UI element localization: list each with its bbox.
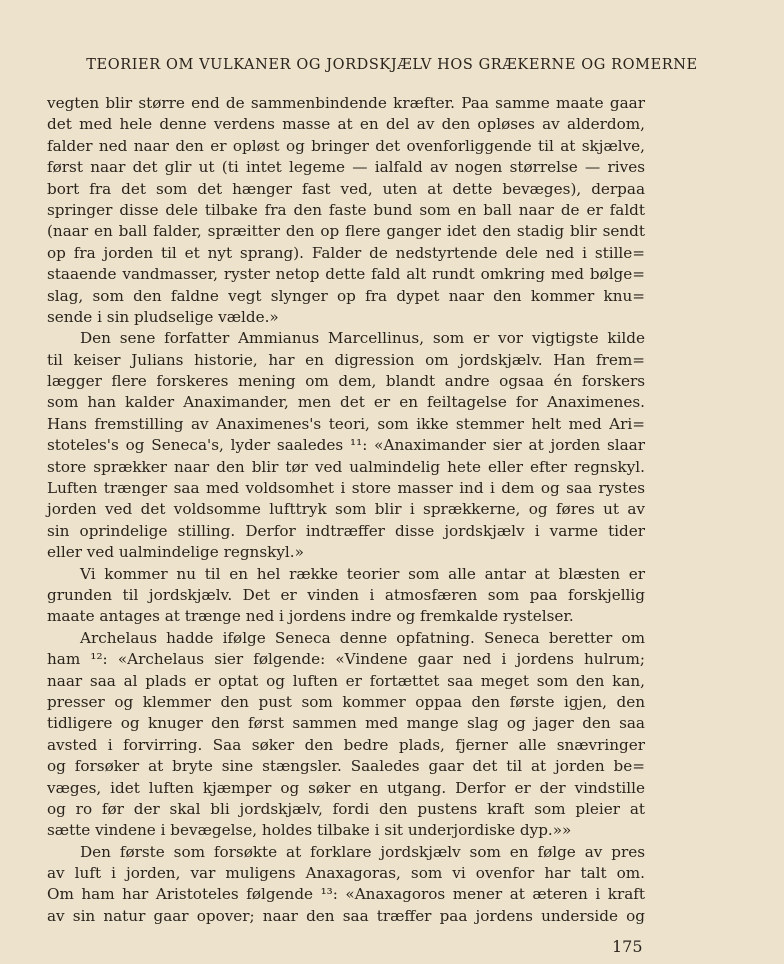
text-line: og forsøker at bryte sine stængsler. Saaledes gaar det til at jorden be=: [47, 757, 645, 776]
body-text: [47, 93, 645, 927]
text-line: naar saa al plads er optat og luften er fortættet saa meget som den kan,: [47, 671, 645, 690]
text-line: store sprækker naar den blir tør ved ualmindelig hete eller efter regnskyl.: [47, 457, 645, 476]
text-line: op fra jorden til et nyt sprang). Falder de nedstyrtende dele ned i stille=: [47, 243, 645, 262]
text-line: maate antages at trænge ned i jordens indre og fremkalde rystelser.: [47, 607, 574, 626]
text-line: grunden til jordskjælv. Det er vinden i atmosfæren som paa forskjellig: [47, 585, 645, 604]
text-line: vegten blir større end de sammenbindende kræfter. Paa samme maate gaar: [47, 94, 645, 112]
text-line: eller ved ualmindelige regnskyl.»: [47, 543, 304, 562]
text-line: Hans fremstilling av Anaximenes's teori, som ikke stemmer helt med Ari=: [47, 414, 645, 433]
text-line: lægger flere forskeres mening om dem, blandt andre ogsaa én forskers: [47, 372, 645, 391]
text-line: (naar en ball falder, spræitter den op flere ganger idet den stadig blir sendt: [47, 222, 645, 241]
text-line: det med hele denne verdens masse at en del av den opløses av alderdom,: [47, 115, 645, 134]
text-line: sende i sin pludselige vælde.»: [47, 307, 279, 326]
text-line: Luften trænger saa med voldsomhet i store masser ind i dem og saa rystes: [47, 479, 645, 498]
text-line: bort fra det som det hænger fast ved, uten at dette bevæges), derpaa: [47, 179, 645, 198]
text-line: presser og klemmer den pust som kommer oppaa den første igjen, den: [47, 692, 645, 711]
text-line: sin oprindelige stilling. Derfor indtræffer disse jordskjælv i varme tider: [47, 521, 645, 540]
text-line: ham ¹²: «Archelaus sier følgende: «Vindene gaar ned i jordens hulrum;: [47, 650, 645, 669]
text-line: først naar det glir ut (ti intet legeme — ialfald av nogen størrelse — rives: [47, 158, 645, 177]
text-line: Den første som forsøkte at forklare jordskjælv som en følge av pres: [80, 842, 645, 861]
text-line: til keiser Julians historie, har en digression om jordskjælv. Han frem=: [47, 350, 645, 369]
text-line: Archelaus hadde ifølge Seneca denne opfatning. Seneca beretter om: [80, 628, 645, 647]
page-number: 175: [612, 937, 643, 956]
text-line: springer disse dele tilbake fra den faste bund som en ball naar de er faldt: [47, 200, 645, 219]
text-line: slag, som den faldne vegt slynger op fra dypet naar den kommer knu=: [47, 286, 645, 305]
text-line: stoteles's og Seneca's, lyder saaledes ¹¹: «Anaximander sier at jorden slaar: [47, 436, 645, 455]
text-line: staaende vandmasser, ryster netop dette fald alt rundt omkring med bølge=: [47, 265, 645, 284]
text-line: Vi kommer nu til en hel række teorier som alle antar at blæsten er: [80, 564, 645, 583]
text-line: sætte vindene i bevægelse, holdes tilbake i sit underjordiske dyp.»»: [47, 821, 572, 840]
text-line: avsted i forvirring. Saa søker den bedre plads, fjerner alle snævringer: [47, 735, 645, 754]
text-line: falder ned naar den er opløst og bringer det ovenforliggende til at skjælve,: [47, 136, 645, 155]
text-line: væges, idet luften kjæmper og søker en utgang. Derfor er der vindstille: [47, 778, 645, 797]
text-line: som han kalder Anaximander, men det er en feiltagelse for Anaximenes.: [47, 393, 645, 412]
text-line: Om ham har Aristoteles følgende ¹³: «Anaxagoros mener at æteren i kraft: [47, 885, 645, 904]
text-line: av luft i jorden, var muligens Anaxagoras, som vi ovenfor har talt om.: [47, 864, 645, 883]
text-line: og ro før der skal bli jordskjælv, fordi den pustens kraft som pleier at: [47, 799, 645, 818]
running-head: TEORIER OM VULKANER OG JORDSKJÆLV HOS GRÆKERNE OG ROMERNE: [86, 57, 698, 73]
text-line: jorden ved det voldsomme lufttryk som blir i sprækkerne, og føres ut av: [47, 500, 645, 519]
text-line: tidligere og knuger den først sammen med mange slag og jager den saa: [47, 714, 645, 733]
text-line: Den sene forfatter Ammianus Marcellinus, som er vor vigtigste kilde: [80, 329, 645, 348]
text-line: av sin natur gaar opover; naar den saa træffer paa jordens underside og: [47, 906, 645, 925]
